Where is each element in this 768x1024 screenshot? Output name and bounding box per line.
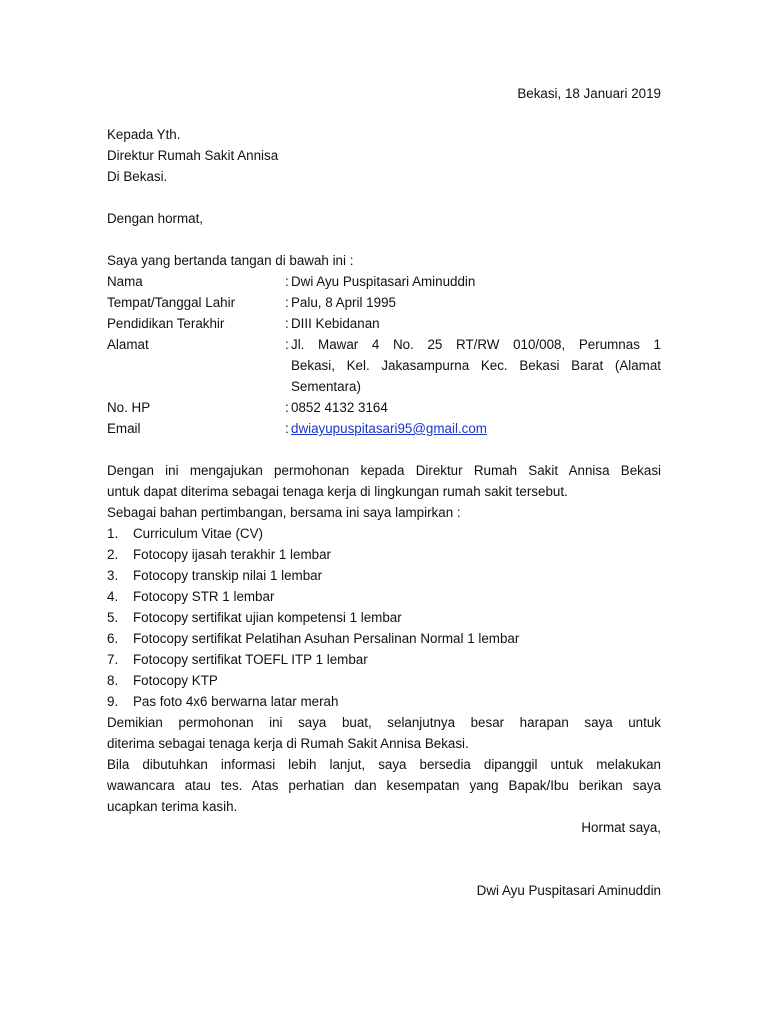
request-line-1: Dengan ini mengajukan permohonan kepada Direktur Rumah Sakit Annisa Bekasi — [107, 463, 661, 478]
list-item-number: 8. — [107, 673, 119, 688]
list-item-number: 2. — [107, 547, 119, 562]
list-item: Fotocopy KTP — [133, 673, 218, 688]
list-item: Fotocopy sertifikat TOEFL ITP 1 lembar — [133, 652, 368, 667]
phone-value: 0852 4132 3164 — [291, 400, 388, 415]
list-item-number: 4. — [107, 589, 119, 604]
recipient-line-1: Kepada Yth. — [107, 127, 181, 142]
closing-line-1: Demikian permohonan ini saya buat, selanjutnya besar harapan saya untuk — [107, 715, 661, 730]
name-value: Dwi Ayu Puspitasari Aminuddin — [291, 274, 476, 289]
recipient-line-2: Direktur Rumah Sakit Annisa — [107, 148, 279, 163]
recipient-line-3: Di Bekasi. — [107, 169, 168, 184]
sign-off: Hormat saya, — [581, 820, 661, 835]
address-separator: : — [285, 337, 289, 352]
request-line-3: Sebagai bahan pertimbangan, bersama ini saya lampirkan : — [107, 505, 461, 520]
list-item: Pas foto 4x6 berwarna latar merah — [133, 694, 339, 709]
signature-name: Dwi Ayu Puspitasari Aminuddin — [476, 883, 661, 898]
list-item: Fotocopy sertifikat ujian kompetensi 1 lembar — [133, 610, 402, 625]
list-item: Fotocopy STR 1 lembar — [133, 589, 275, 604]
closing-line-5: ucapkan terima kasih. — [107, 799, 238, 814]
closing-line-3: Bila dibutuhkan informasi lebih lanjut, saya bersedia dipanggil untuk melakukan — [107, 757, 661, 772]
list-item: Fotocopy transkip nilai 1 lembar — [133, 568, 323, 583]
list-item-number: 1. — [107, 526, 119, 541]
email-separator: : — [285, 421, 289, 436]
address-label: Alamat — [107, 337, 149, 352]
phone-separator: : — [285, 400, 289, 415]
birth-value: Palu, 8 April 1995 — [291, 295, 396, 310]
list-item: Fotocopy ijasah terakhir 1 lembar — [133, 547, 331, 562]
list-item-number: 5. — [107, 610, 119, 625]
closing-line-4: wawancara atau tes. Atas perhatian dan kesempatan yang Bapak/Ibu berikan saya — [107, 778, 661, 793]
list-item-number: 7. — [107, 652, 119, 667]
address-line-1: Jl. Mawar 4 No. 25 RT/RW 010/008, Perumnas 1 — [291, 337, 661, 352]
email-label: Email — [107, 421, 141, 436]
education-label: Pendidikan Terakhir — [107, 316, 225, 331]
name-label: Nama — [107, 274, 143, 289]
email-value-wrapper — [291, 421, 487, 437]
address-line-3: Sementara) — [291, 379, 361, 394]
name-separator: : — [285, 274, 289, 289]
request-line-2: untuk dapat diterima sebagai tenaga kerja di lingkungan rumah sakit tersebut. — [107, 484, 568, 499]
education-value: DIII Kebidanan — [291, 316, 380, 331]
list-item: Curriculum Vitae (CV) — [133, 526, 263, 541]
list-item-number: 3. — [107, 568, 119, 583]
list-item-number: 6. — [107, 631, 119, 646]
list-item-number: 9. — [107, 694, 119, 709]
salutation: Dengan hormat, — [107, 211, 204, 226]
list-item: Fotocopy sertifikat Pelatihan Asuhan Persalinan Normal 1 lembar — [133, 631, 520, 646]
birth-label: Tempat/Tanggal Lahir — [107, 295, 236, 310]
closing-line-2: diterima sebagai tenaga kerja di Rumah Sakit Annisa Bekasi. — [107, 736, 469, 751]
education-separator: : — [285, 316, 289, 331]
address-line-2: Bekasi, Kel. Jakasampurna Kec. Bekasi Barat (Alamat — [291, 358, 661, 373]
phone-label: No. HP — [107, 400, 151, 415]
email-link[interactable]: dwiayupuspitasari95@gmail.com — [291, 421, 487, 436]
intro-text: Saya yang bertanda tangan di bawah ini : — [107, 253, 354, 268]
birth-separator: : — [285, 295, 289, 310]
place-date: Bekasi, 18 Januari 2019 — [517, 86, 661, 101]
